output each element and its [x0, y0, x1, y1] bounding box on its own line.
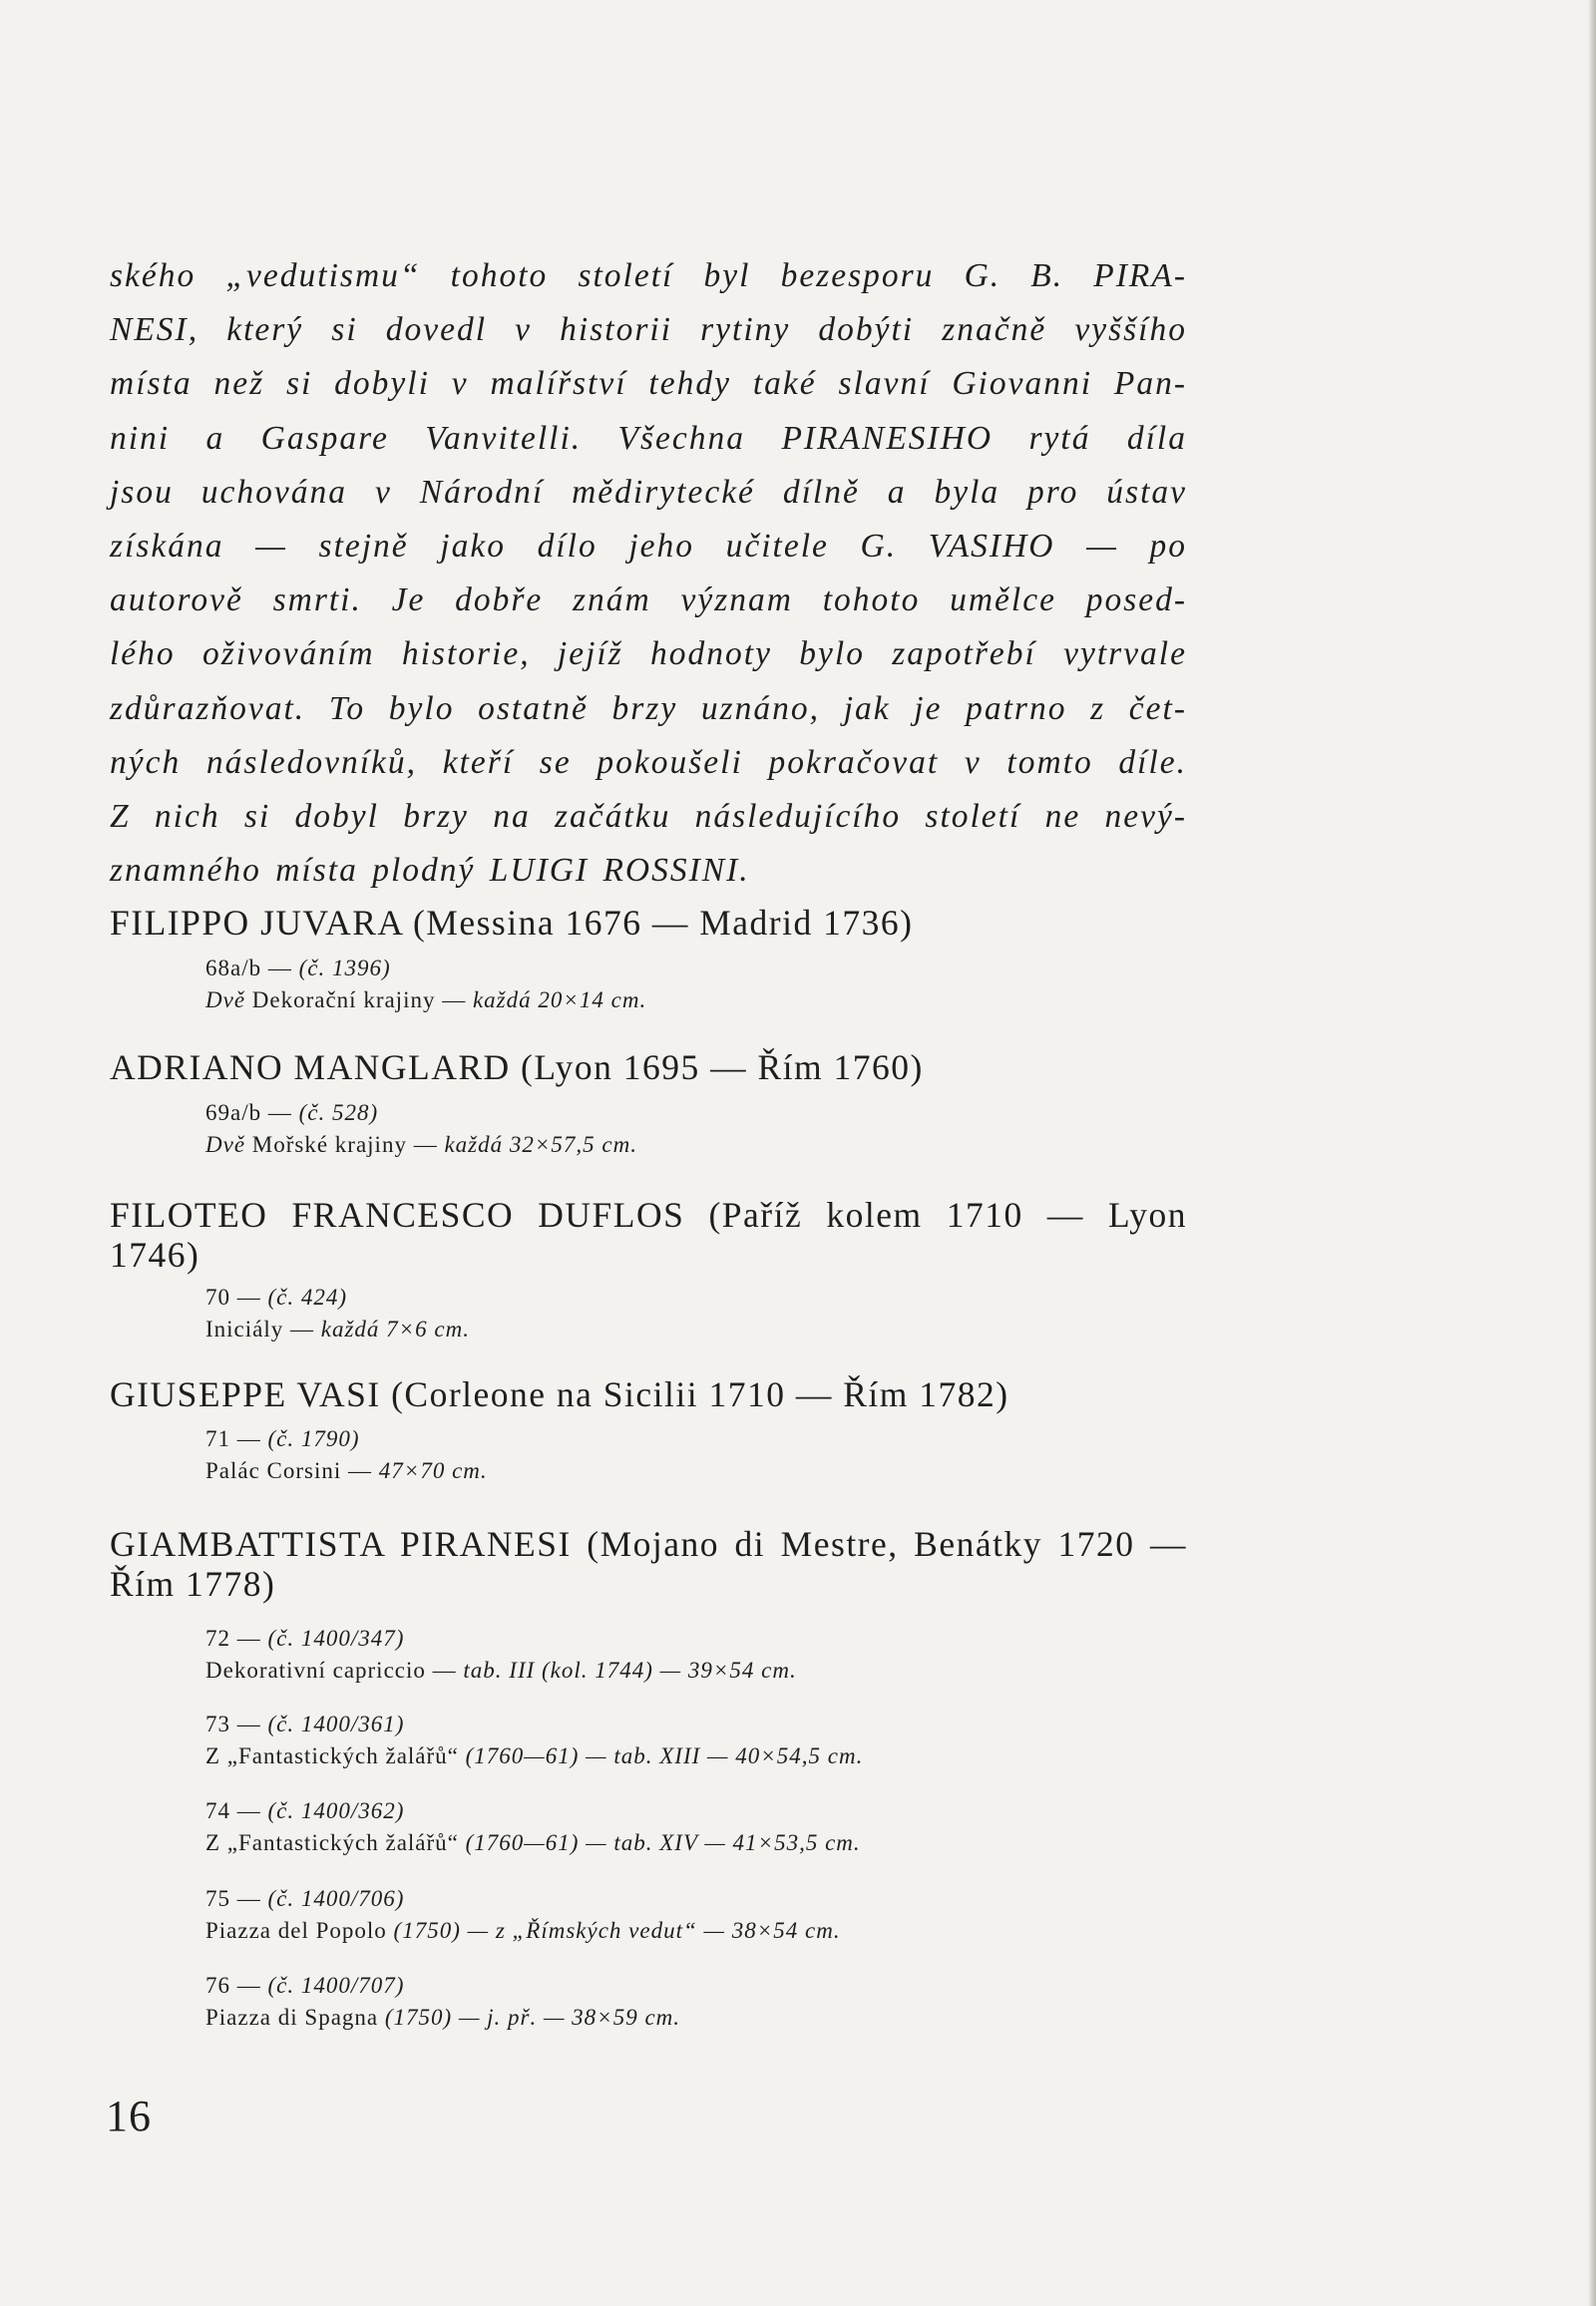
- item-number: 70 — (č. 424): [205, 1285, 348, 1310]
- intro-line: nini a Gaspare Vanvitelli. Všechna PIRANESIHO rytá díla: [110, 419, 1187, 457]
- item-description: Dvě Dekorační krajiny — každá 20×14 cm.: [205, 987, 647, 1012]
- catalog-item: [205, 1282, 470, 1345]
- artist-heading-vasi: GIUSEPPE VASI (Corleone na Sicilii 1710 — Řím 1782): [110, 1374, 1009, 1414]
- artist-heading-juvara: FILIPPO JUVARA (Messina 1676 — Madrid 1736): [110, 903, 914, 943]
- catalog-item: [205, 1423, 488, 1487]
- intro-line: autorově smrti. Je dobře znám význam tohoto umělce posed-: [110, 581, 1187, 619]
- catalog-item: [205, 1709, 863, 1772]
- intro-line: místa než si dobyli v malířství tehdy také slavní Giovanni Pan-: [110, 365, 1187, 403]
- item-number: 69a/b — (č. 528): [205, 1100, 379, 1125]
- catalog-item: [205, 953, 646, 1016]
- page-number: 16: [106, 2092, 152, 2140]
- item-number: 72 — (č. 1400/347): [205, 1626, 405, 1651]
- catalog-item: [205, 1883, 841, 1947]
- intro-line: jsou uchována v Národní mědirytecké dílně a byla pro ústav: [110, 473, 1187, 511]
- catalog-item: [205, 1097, 637, 1161]
- item-number: 76 — (č. 1400/707): [205, 1973, 405, 1998]
- catalog-item: [205, 1795, 861, 1859]
- item-description: Dvě Mořské krajiny — každá 32×57,5 cm.: [205, 1132, 637, 1157]
- item-number: 74 — (č. 1400/362): [205, 1798, 405, 1823]
- intro-line: ných následovníků, kteří se pokoušeli pokračovat v tomto díle.: [110, 743, 1187, 781]
- artist-heading-piranesi: GIAMBATTISTA PIRANESI (Mojano di Mestre, Benátky 1720 — Řím 1778): [110, 1524, 1187, 1604]
- item-number: 68a/b — (č. 1396): [205, 956, 391, 980]
- intro-line: ského „vedutismu“ tohoto století byl bezesporu G. B. PIRA-: [110, 257, 1187, 294]
- item-description: Piazza di Spagna (1750) — j. př. — 38×59 cm.: [205, 2005, 681, 2030]
- artist-heading-duflos: FILOTEO FRANCESCO DUFLOS (Paříž kolem 1710 — Lyon 1746): [110, 1195, 1187, 1275]
- intro-paragraph: [110, 249, 1187, 898]
- intro-line: znamného místa plodný LUIGI ROSSINI.: [110, 852, 750, 890]
- artist-heading-manglard: ADRIANO MANGLARD (Lyon 1695 — Řím 1760): [110, 1047, 924, 1087]
- item-description: Z „Fantastických žalářů“ (1760—61) — tab. XIV — 41×53,5 cm.: [205, 1830, 861, 1855]
- item-number: 73 — (č. 1400/361): [205, 1712, 405, 1736]
- item-description: Palác Corsini — 47×70 cm.: [205, 1458, 488, 1483]
- item-description: Piazza del Popolo (1750) — z „Římských vedut“ — 38×54 cm.: [205, 1918, 841, 1943]
- intro-line: NESI, který si dovedl v historii rytiny dobýti značně vyššího: [110, 311, 1187, 349]
- item-description: Dekorativní capriccio — tab. III (kol. 1744) — 39×54 cm.: [205, 1658, 797, 1683]
- catalog-item: [205, 1623, 797, 1687]
- catalog-item: [205, 1970, 680, 2034]
- intro-line: Z nich si dobyl brzy na začátku následujícího století ne nevý-: [110, 798, 1187, 836]
- item-number: 75 — (č. 1400/706): [205, 1886, 405, 1911]
- intro-line: získána — stejně jako dílo jeho učitele G. VASIHO — po: [110, 528, 1187, 566]
- intro-line: zdůrazňovat. To bylo ostatně brzy uznáno, jak je patrno z čet-: [110, 689, 1187, 727]
- intro-line: lého oživováním historie, jejíž hodnoty bylo zapotřebí vytrvale: [110, 635, 1187, 673]
- item-number: 71 — (č. 1790): [205, 1426, 360, 1451]
- item-description: Z „Fantastických žalářů“ (1760—61) — tab. XIII — 40×54,5 cm.: [205, 1743, 864, 1768]
- page-edge: [1588, 0, 1596, 2306]
- item-description: Iniciály — každá 7×6 cm.: [205, 1317, 470, 1342]
